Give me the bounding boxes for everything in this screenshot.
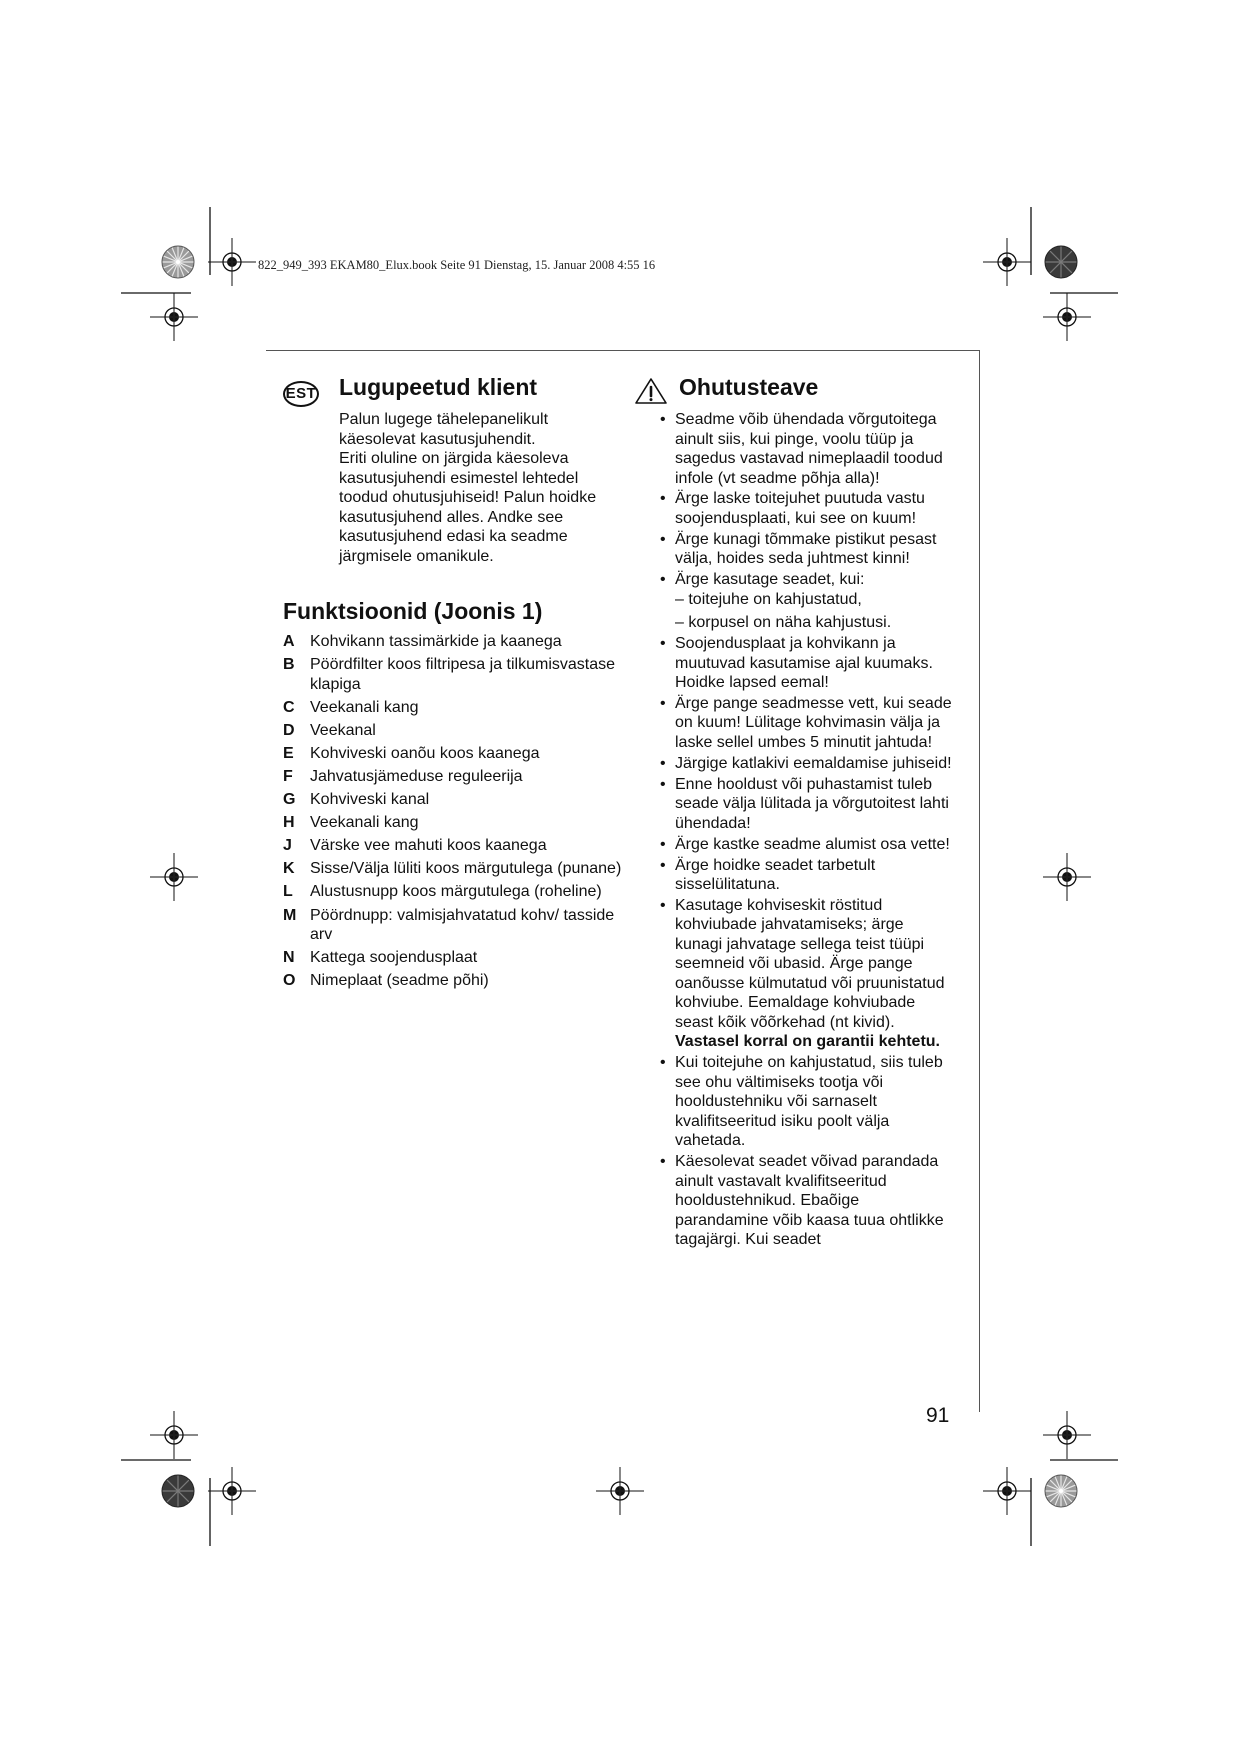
bullet: • — [660, 694, 666, 712]
item-letter: D — [283, 721, 295, 739]
bullet: • — [660, 1153, 666, 1171]
list-item — [660, 835, 954, 855]
item-text: Veekanal — [310, 721, 376, 739]
item-text: Veekanali kang — [310, 698, 419, 716]
item-letter: G — [283, 791, 296, 809]
item-text: Seadme võib ühendada võrgutoitega ainult siis, kui pinge, voolu tüüp ja sagedus vastavad nimeplaadil toodud infole (vt seadme põhja alla)! — [675, 411, 943, 487]
list-item — [660, 1053, 954, 1151]
sub-item: – korpusel on näha kahjustusi. — [675, 614, 892, 632]
item-text: Ärge kunagi tõmmake pistikut pesast välja, hoides seda juhtmest kinni! — [675, 530, 937, 568]
item-text: Kasutage kohviseskit röstitud kohviubade jahvatamiseks; ärge kunagi jahvatage sellega teist tüüpi seemneid või ubasid. Ärge pange oanõusse külmutatud või pruunistatud kohviube. Eemaldage kohviubade seast kõik võõrkehad (nt kivid). — [675, 896, 945, 1031]
safety-heading — [634, 372, 954, 402]
item-text: Kattega soojendusplaat — [310, 949, 478, 967]
list-item — [283, 721, 628, 741]
registration-mark-icon — [150, 1411, 198, 1459]
list-item — [283, 971, 628, 991]
bullet: • — [660, 490, 666, 508]
item-text: Sisse/Välja lüliti koos märgutulega (punane) — [310, 860, 622, 878]
item-text: Jahvatusjämeduse reguleerija — [310, 767, 523, 785]
item-text: Kohviveski kanal — [310, 791, 430, 809]
registration-mark-icon — [208, 1467, 256, 1515]
list-item — [283, 859, 628, 879]
list-item — [660, 694, 954, 753]
text-frame-top-rule — [266, 350, 980, 351]
color-calibration-target-icon — [1045, 1475, 1077, 1507]
item-text: Nimeplaat (seadme põhi) — [310, 972, 489, 990]
item-letter: L — [283, 883, 293, 901]
list-item — [283, 698, 628, 718]
item-letter: H — [283, 814, 295, 832]
list-item — [660, 410, 954, 488]
item-text: Kohvikann tassimärkide ja kaanega — [310, 633, 562, 650]
list-item — [660, 489, 954, 528]
bullet: • — [660, 775, 666, 793]
list-item — [283, 655, 628, 694]
list-item — [660, 754, 954, 774]
language-badge: EST — [283, 381, 319, 407]
item-text: Ärge kastke seadme alumist osa vette! — [675, 835, 950, 853]
list-item — [283, 813, 628, 833]
registration-mark-icon — [150, 853, 198, 901]
book-file-header: 822_949_393 EKAM80_Elux.book Seite 91 Dienstag, 15. Januar 2008 4:55 16 — [258, 258, 656, 272]
item-letter: C — [283, 698, 295, 716]
right-column — [634, 372, 954, 1251]
item-text: Järgige katlakivi eemaldamise juhiseid! — [675, 754, 952, 772]
bullet: • — [660, 635, 666, 653]
registration-mark-icon — [983, 1467, 1031, 1515]
bullet: • — [660, 754, 666, 772]
item-text: Enne hooldust või puhastamist tuleb seade välja lülitada ja võrgutoitest lahti ühendada! — [675, 775, 949, 832]
item-text: Ärge laske toitejuhet puutuda vastu soojendusplaati, kui see on kuum! — [675, 490, 925, 527]
item-text: Veekanali kang — [310, 814, 419, 832]
bullet: • — [660, 896, 666, 914]
item-letter: A — [283, 633, 295, 650]
item-letter: M — [283, 906, 297, 924]
item-text: Ärge pange seadmesse vett, kui seade on kuum! Lülitage kohvimasin välja ja laske sellel umbes 5 minutit jahtuda! — [675, 694, 952, 751]
bullet: • — [660, 835, 666, 853]
item-text: Pöördfilter koos filtripesa ja tilkumisvastase klapiga — [310, 656, 616, 693]
item-letter: N — [283, 949, 295, 967]
registration-mark-icon — [983, 238, 1031, 286]
registration-mark-icon — [1043, 853, 1091, 901]
functions-list — [283, 632, 628, 991]
intro-title: Lugupeetud klient — [339, 374, 538, 400]
registration-mark-icon — [208, 238, 256, 286]
registration-mark-icon — [1043, 293, 1091, 341]
list-item — [283, 744, 628, 764]
list-item — [283, 790, 628, 810]
item-letter: B — [283, 656, 295, 674]
item-text: Pöördnupp: valmisjahvatatud kohv/ tasside arv — [310, 906, 615, 944]
intro-section — [283, 372, 628, 566]
safety-list — [660, 410, 954, 1250]
sub-item: – toitejuhe on kahjustatud, — [675, 590, 862, 608]
bullet: • — [660, 856, 666, 874]
list-item — [660, 896, 954, 1052]
registration-mark-icon — [150, 293, 198, 341]
item-text: Värske vee mahuti koos kaanega — [310, 837, 547, 855]
list-item — [283, 767, 628, 787]
bullet: • — [660, 1054, 666, 1072]
intro-text — [339, 410, 628, 566]
warranty-warning: Vastasel korral on garantii kehtetu. — [675, 1033, 940, 1051]
item-letter: K — [283, 860, 295, 878]
list-item — [283, 882, 628, 902]
color-calibration-target-icon — [162, 1475, 194, 1507]
list-item — [660, 634, 954, 693]
list-item — [283, 948, 628, 968]
item-text: Kohviveski oanõu koos kaanega — [310, 744, 540, 762]
item-letter: J — [283, 837, 292, 855]
color-calibration-target-icon — [162, 246, 194, 278]
list-item — [283, 906, 628, 945]
item-text: Ärge hoidke seadet tarbetult sisselülitatuna. — [675, 856, 876, 894]
list-item — [660, 856, 954, 895]
text-frame-right-rule — [979, 350, 980, 1412]
item-text: Kui toitejuhe on kahjustatud, siis tuleb see ohu vältimiseks tootja või hooldustehniku või sarnaselt kvalifitseeritud isiku poolt välja vahetada. — [675, 1054, 943, 1150]
bullet: • — [660, 571, 666, 589]
item-letter: E — [283, 744, 294, 762]
item-text: Alustusnupp koos märgutulega (roheline) — [310, 883, 602, 901]
page-number: 91 — [926, 1404, 950, 1427]
list-item — [660, 775, 954, 834]
item-letter: O — [283, 972, 296, 990]
list-item — [660, 530, 954, 569]
item-letter: F — [283, 767, 293, 785]
bullet: • — [660, 530, 666, 548]
left-column — [283, 372, 628, 994]
item-text: Käesolevat seadet võivad parandada ainult vastavalt kvalifitseeritud hooldustehnikud. Ebaõige parandamine võib kaasa tuua ohtlikke tagajärgi. Kui seadet — [675, 1153, 944, 1249]
registration-mark-icon — [1043, 1411, 1091, 1459]
item-text: Soojendusplaat ja kohvikann ja muutuvad kasutamise ajal kuumaks. Hoidke lapsed eemal! — [675, 635, 933, 692]
registration-mark-icon — [596, 1467, 644, 1515]
list-item — [283, 836, 628, 856]
list-item — [660, 570, 954, 633]
warning-triangle-icon — [634, 377, 668, 405]
color-calibration-target-icon — [1045, 246, 1077, 278]
safety-title: Ohutusteave — [679, 374, 819, 400]
item-text: Ärge kasutage seadet, kui: — [675, 571, 865, 589]
intro-paragraph: Eriti oluline on järgida käesoleva kasutusjuhendi esimestel lehtedel toodud ohutusjuhiseid! Palun hoidke kasutusjuhend alles. Andke see kasutusjuhend edasi ka seadme järgmisele omanikule. — [339, 450, 597, 565]
functions-title: Funktsioonid (Joonis 1) — [283, 598, 543, 624]
list-item — [660, 1152, 954, 1250]
intro-paragraph: Palun lugege tähelepanelikult käesolevat kasutusjuhendit. — [339, 411, 549, 448]
bullet: • — [660, 411, 666, 428]
list-item — [283, 632, 628, 652]
